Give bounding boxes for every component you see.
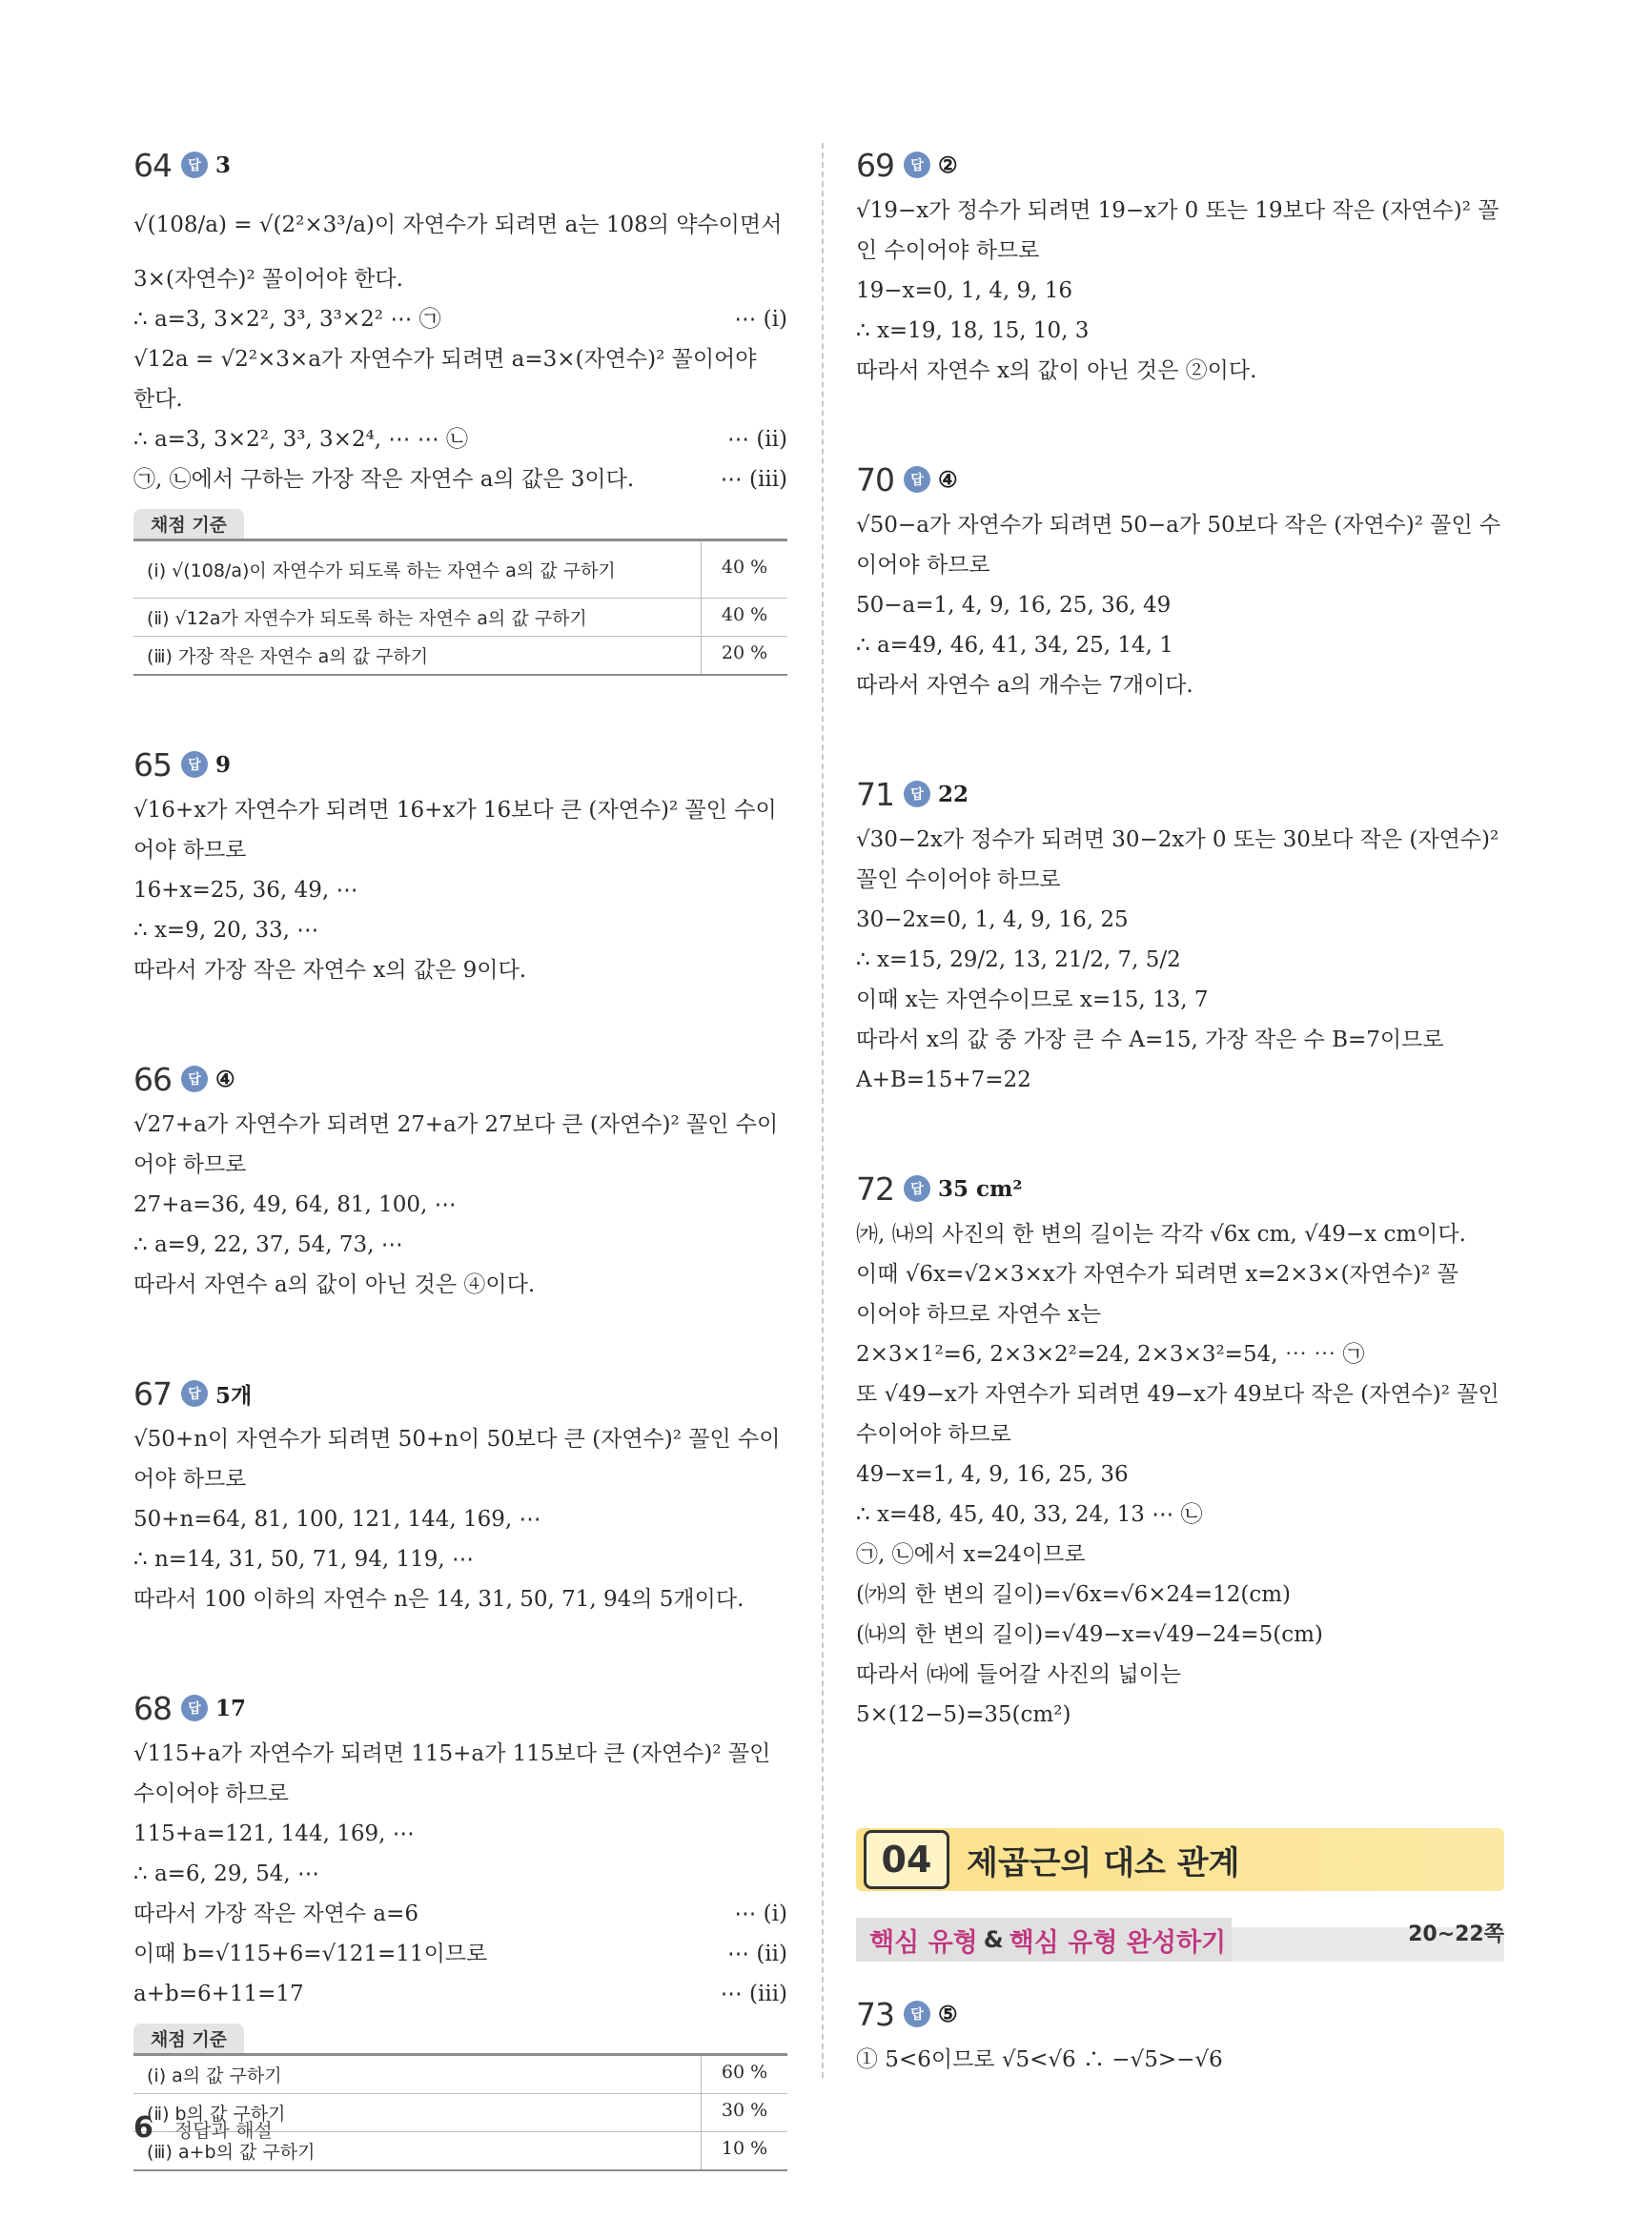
problem-69 (856, 143, 1514, 391)
problem-number: 66 (133, 1060, 172, 1098)
solution-line (856, 1414, 1514, 1455)
solution-line (856, 900, 1514, 940)
problem-header (856, 143, 1514, 187)
problem-68 (133, 1686, 787, 2171)
scoring-title: 채점 기준 (133, 2024, 244, 2053)
problem-header (856, 772, 1514, 816)
solution-text: 5×(12−5)=35(cm²) (856, 1702, 1071, 1727)
solution-line (133, 1854, 787, 1894)
scoring-percent: 40 % (721, 557, 768, 578)
solution-text: 수이어야 하므로 (856, 1422, 1011, 1447)
answer-badge-icon: 답 (181, 751, 208, 778)
solution-line (133, 1459, 787, 1499)
solution-line (133, 1499, 787, 1539)
solution-text: 115+a=121, 144, 169, ⋯ (133, 1821, 415, 1846)
solution-line (133, 1974, 787, 2014)
answer-badge-icon: 답 (904, 2001, 930, 2027)
solution-text: A+B=15+7=22 (856, 1068, 1031, 1092)
solution-line (856, 191, 1514, 231)
problem-65 (133, 743, 787, 990)
solution-text: 이때 √6x=√2×3×x가 자연수가 되려면 x=2×3×(자연수)² 꼴 (856, 1262, 1458, 1287)
solution-line (856, 980, 1514, 1020)
problem-67 (133, 1372, 787, 1619)
solution-text: 이때 b=√115+6=√121=11이므로 (133, 1942, 488, 1966)
problem-number: 68 (133, 1689, 172, 1727)
solution-line (133, 1265, 787, 1305)
solution-line (856, 1615, 1514, 1655)
scoring-percent: 10 % (721, 2138, 768, 2159)
solution-text: 50+n=64, 81, 100, 121, 144, 169, ⋯ (133, 1507, 541, 1532)
subheader-tab (856, 1918, 1232, 1962)
subheader (856, 1918, 1504, 1962)
scoring-criterion: (ⅱ) b의 값 구하기 (133, 2094, 702, 2131)
solution-line (133, 1185, 787, 1225)
solution-text: ∴ a=49, 46, 41, 34, 25, 14, 1 (856, 633, 1173, 658)
answer-badge-icon: 답 (904, 1175, 930, 1202)
solution-line (133, 1225, 787, 1265)
scoring-table (133, 2024, 787, 2171)
solution-line (856, 585, 1514, 625)
problem-66 (133, 1057, 787, 1305)
answer-badge-icon: 답 (904, 781, 930, 807)
answer-value: ⑤ (938, 2001, 958, 2027)
solution-text: 2×3×1²=6, 2×3×2²=24, 2×3×3²=54, ⋯ ⋯ ㉠ (856, 1342, 1365, 1367)
solution-line (856, 1495, 1514, 1535)
solution-line (133, 1894, 787, 1934)
scoring-percent: 60 % (721, 2062, 768, 2083)
solution-text: ∴ a=3, 3×2², 3³, 3³×2² ⋯ ㉠ (133, 307, 441, 332)
scoring-row (133, 637, 787, 674)
scoring-row (133, 541, 787, 599)
solution-text: 인 수이어야 하므로 (856, 238, 1040, 263)
scoring-criterion: (ⅰ) √(108/a)이 자연수가 되도록 하는 자연수 a의 값 구하기 (133, 541, 702, 598)
solution-line (856, 545, 1514, 585)
problem-number: 67 (133, 1374, 172, 1413)
step-mark: ⋯ (ⅱ) (727, 427, 787, 452)
solution-line (133, 1934, 787, 1974)
solution-line (133, 790, 787, 830)
solution-text: 꼴인 수이어야 하므로 (856, 867, 1061, 892)
solution-text: ㉠, ㉡에서 구하는 가장 작은 자연수 a의 값은 3이다. (133, 467, 635, 492)
scoring-percent: 20 % (721, 642, 768, 663)
step-mark: ⋯ (ⅲ) (720, 467, 787, 492)
scoring-criterion: (ⅲ) 가장 작은 자연수 a의 값 구하기 (133, 637, 702, 674)
problem-header (133, 1686, 787, 1730)
solution-line (133, 1774, 787, 1814)
solution-line (856, 505, 1514, 545)
subheader-part1: 핵심 유형 (869, 1927, 978, 1958)
solution-text: √50−a가 자연수가 되려면 50−a가 50보다 작은 (자연수)² 꼴인 수 (856, 513, 1501, 538)
solution-line (133, 830, 787, 870)
problem-72 (856, 1167, 1514, 1735)
problem-header (856, 1992, 1514, 2036)
right-column (856, 143, 1514, 1801)
solution-text: 또 √49−x가 자연수가 되려면 49−x가 49보다 작은 (자연수)² 꼴인 (856, 1382, 1499, 1407)
solution-line (133, 950, 787, 990)
solution-line (856, 1020, 1514, 1060)
solution-line (133, 1734, 787, 1774)
problem-header (133, 143, 787, 187)
solution-text: ㉠, ㉡에서 x=24이므로 (856, 1542, 1086, 1567)
solution-text: 따라서 x의 값 중 가장 큰 수 A=15, 가장 작은 수 B=7이므로 (856, 1027, 1444, 1052)
solution-line (856, 271, 1514, 311)
scoring-criterion: (ⅲ) a+b의 값 구하기 (133, 2132, 702, 2169)
solution-text: 3×(자연수)² 꼴이어야 한다. (133, 267, 403, 292)
solution-text: ∴ x=9, 20, 33, ⋯ (133, 918, 319, 943)
solution-text: √19−x가 정수가 되려면 19−x가 0 또는 19보다 작은 (자연수)² 꼴 (856, 198, 1499, 223)
step-mark: ⋯ (ⅱ) (727, 1942, 787, 1966)
solution-text: 19−x=0, 1, 4, 9, 16 (856, 278, 1073, 303)
answer-badge-icon: 답 (904, 152, 930, 178)
answer-value: 5개 (215, 1382, 253, 1409)
solution-line (856, 1214, 1514, 1254)
step-mark: ⋯ (ⅲ) (720, 1982, 787, 2006)
solution-line (133, 1105, 787, 1145)
solution-text: 50−a=1, 4, 9, 16, 25, 36, 49 (856, 593, 1172, 618)
scoring-row (133, 599, 787, 637)
solution-line (856, 1334, 1514, 1374)
subheader-amp: & (983, 1926, 1004, 1953)
problem-number: 64 (133, 146, 172, 184)
solution-text: 어야 하므로 (133, 1467, 247, 1492)
problem-number: 73 (856, 1995, 894, 2033)
problem-header (856, 1167, 1514, 1211)
solution-text: (㈏의 한 변의 길이)=√49−x=√49−24=5(cm) (856, 1622, 1323, 1647)
solution-line (133, 870, 787, 910)
answer-value: ② (938, 152, 958, 178)
answer-badge-icon: 답 (181, 152, 208, 178)
solution-text: √16+x가 자연수가 되려면 16+x가 16보다 큰 (자연수)² 꼴인 수이 (133, 798, 777, 823)
solution-text: ∴ x=48, 45, 40, 33, 24, 13 ⋯ ㉡ (856, 1502, 1203, 1527)
scoring-criterion: (ⅰ) a의 값 구하기 (133, 2056, 702, 2093)
scoring-table (133, 509, 787, 676)
solution-text: √50+n이 자연수가 되려면 50+n이 50보다 큰 (자연수)² 꼴인 수이 (133, 1427, 781, 1452)
solution-text: √12a = √2²×3×a가 자연수가 되려면 a=3×(자연수)² 꼴이어야 (133, 347, 757, 372)
answer-badge-icon: 답 (181, 1380, 208, 1407)
solution-text: ㈎, ㈏의 사진의 한 변의 길이는 각각 √6x cm, √49−x cm이다. (856, 1222, 1466, 1247)
solution-line (856, 1060, 1514, 1100)
solution-line (133, 1579, 787, 1619)
step-mark: ⋯ (ⅰ) (734, 307, 787, 332)
solution-text: a+b=6+11=17 (133, 1982, 304, 2006)
solution-line (856, 231, 1514, 271)
solution-line (856, 311, 1514, 351)
left-column (133, 143, 787, 2238)
solution-text: ∴ x=19, 18, 15, 10, 3 (856, 318, 1090, 343)
answer-badge-icon: 답 (904, 466, 930, 493)
scoring-title: 채점 기준 (133, 509, 244, 539)
solution-text: ∴ a=6, 29, 54, ⋯ (133, 1862, 319, 1886)
solution-line (856, 1455, 1514, 1495)
problem-number: 72 (856, 1170, 894, 1208)
answer-value: 9 (215, 751, 232, 778)
answer-value: ④ (938, 466, 958, 493)
solution-text: √30−2x가 정수가 되려면 30−2x가 0 또는 30보다 작은 (자연수)² (856, 827, 1499, 852)
page-number: 6 (133, 2111, 153, 2145)
problem-73 (856, 1992, 1514, 2080)
solution-text: 따라서 ㈐에 들어갈 사진의 넓이는 (856, 1662, 1182, 1687)
solution-text: 이어야 하므로 자연수 x는 (856, 1302, 1102, 1327)
solution-line (856, 351, 1514, 391)
solution-line (133, 1539, 787, 1579)
solution-line (856, 860, 1514, 900)
problem-header (133, 1057, 787, 1101)
problem-number: 69 (856, 146, 894, 184)
solution-text: 한다. (133, 387, 183, 412)
answer-badge-icon: 답 (181, 1066, 208, 1092)
problem-header (133, 743, 787, 786)
solution-line (133, 910, 787, 950)
solution-line (133, 191, 787, 259)
solution-text: 27+a=36, 49, 64, 81, 100, ⋯ (133, 1192, 457, 1217)
solution-text: 따라서 자연수 a의 값이 아닌 것은 ④이다. (133, 1272, 536, 1297)
subheader-part2: 핵심 유형 완성하기 (1009, 1927, 1227, 1958)
solution-line (856, 1655, 1514, 1695)
solution-line (133, 1814, 787, 1854)
answer-value: 17 (215, 1695, 247, 1721)
solution-line (133, 1419, 787, 1459)
solution-text: ∴ a=9, 22, 37, 54, 73, ⋯ (133, 1232, 403, 1257)
solution-line: ① 5<6이므로 √5<√6 ∴ −√5>−√6 (856, 2047, 1223, 2072)
problem-number: 70 (856, 460, 894, 498)
answer-value: 35 cm² (938, 1175, 1023, 1202)
solution-text: √27+a가 자연수가 되려면 27+a가 27보다 큰 (자연수)² 꼴인 수이 (133, 1112, 779, 1137)
solution-text: 수이어야 하므로 (133, 1781, 289, 1806)
solution-line (856, 1294, 1514, 1334)
solution-text: 따라서 가장 작은 자연수 a=6 (133, 1902, 419, 1926)
scoring-rows (133, 539, 787, 676)
solution-line (133, 459, 787, 499)
solution-text: 따라서 자연수 x의 값이 아닌 것은 ②이다. (856, 358, 1257, 383)
problem-number: 71 (856, 775, 894, 813)
section-number: 04 (864, 1830, 949, 1889)
solution-text: ∴ a=3, 3×2², 3³, 3×2⁴, ⋯ ⋯ ㉡ (133, 427, 469, 452)
footer-title: 정답과 해설 (173, 2119, 273, 2142)
solution-line (133, 259, 787, 299)
solution-text: √(108/a) = √(2²×3³/a)이 자연수가 되려면 a는 108의 약수이면서 (133, 213, 783, 237)
scoring-criterion: (ⅱ) √12a가 자연수가 되도록 하는 자연수 a의 값 구하기 (133, 599, 702, 636)
solution-line (133, 339, 787, 379)
solution-text: 30−2x=0, 1, 4, 9, 16, 25 (856, 907, 1129, 932)
scoring-percent: 30 % (721, 2100, 768, 2121)
problem-71 (856, 772, 1514, 1100)
scoring-row (133, 2056, 787, 2094)
solution-line (856, 625, 1514, 665)
solution-text: 이어야 하므로 (856, 553, 990, 578)
scoring-percent: 40 % (721, 604, 768, 625)
solution-line (856, 1575, 1514, 1615)
section-title: 제곱근의 대소 관계 (967, 1843, 1240, 1882)
solution-text: ∴ x=15, 29/2, 13, 21/2, 7, 5/2 (856, 947, 1181, 972)
step-mark: ⋯ (ⅰ) (734, 1902, 787, 1926)
solution-text: 16+x=25, 36, 49, ⋯ (133, 878, 358, 903)
answer-value: 22 (938, 781, 969, 807)
solution-line (133, 419, 787, 459)
section-banner (856, 1828, 1504, 1891)
answer-value: 3 (215, 152, 232, 178)
solution-line (133, 299, 787, 339)
solution-line (856, 1374, 1514, 1414)
solution-line (856, 820, 1514, 860)
problem-header (133, 1372, 787, 1415)
solution-text: 따라서 100 이하의 자연수 n은 14, 31, 50, 71, 94의 5개이다. (133, 1587, 744, 1612)
solution-line (856, 1535, 1514, 1575)
solution-text: 따라서 자연수 a의 개수는 7개이다. (856, 673, 1193, 698)
solution-text: ∴ n=14, 31, 50, 71, 94, 119, ⋯ (133, 1547, 474, 1572)
solution-text: √115+a가 자연수가 되려면 115+a가 115보다 큰 (자연수)² 꼴인 (133, 1741, 771, 1766)
problem-number: 65 (133, 745, 172, 783)
solution-text: (㈎의 한 변의 길이)=√6x=√6×24=12(cm) (856, 1582, 1291, 1607)
page-range: 20~22쪽 (1408, 1923, 1504, 1946)
answer-value: ④ (215, 1066, 235, 1092)
footer (133, 2111, 273, 2145)
solution-line (133, 379, 787, 419)
solution-text: 이때 x는 자연수이므로 x=15, 13, 7 (856, 987, 1209, 1012)
solution-text: 어야 하므로 (133, 1152, 247, 1177)
solution-text: 어야 하므로 (133, 838, 247, 863)
problem-header (856, 458, 1514, 501)
solution-line (856, 665, 1514, 705)
solution-line (133, 1145, 787, 1185)
problem-64 (133, 143, 787, 676)
solution-text: 따라서 가장 작은 자연수 x의 값은 9이다. (133, 958, 527, 983)
solution-line (856, 940, 1514, 980)
solution-text: 49−x=1, 4, 9, 16, 25, 36 (856, 1462, 1129, 1487)
problem-70 (856, 458, 1514, 705)
solution-line (856, 1254, 1514, 1294)
solution-line (856, 1695, 1514, 1735)
column-divider (822, 143, 824, 2078)
answer-badge-icon: 답 (181, 1695, 208, 1721)
